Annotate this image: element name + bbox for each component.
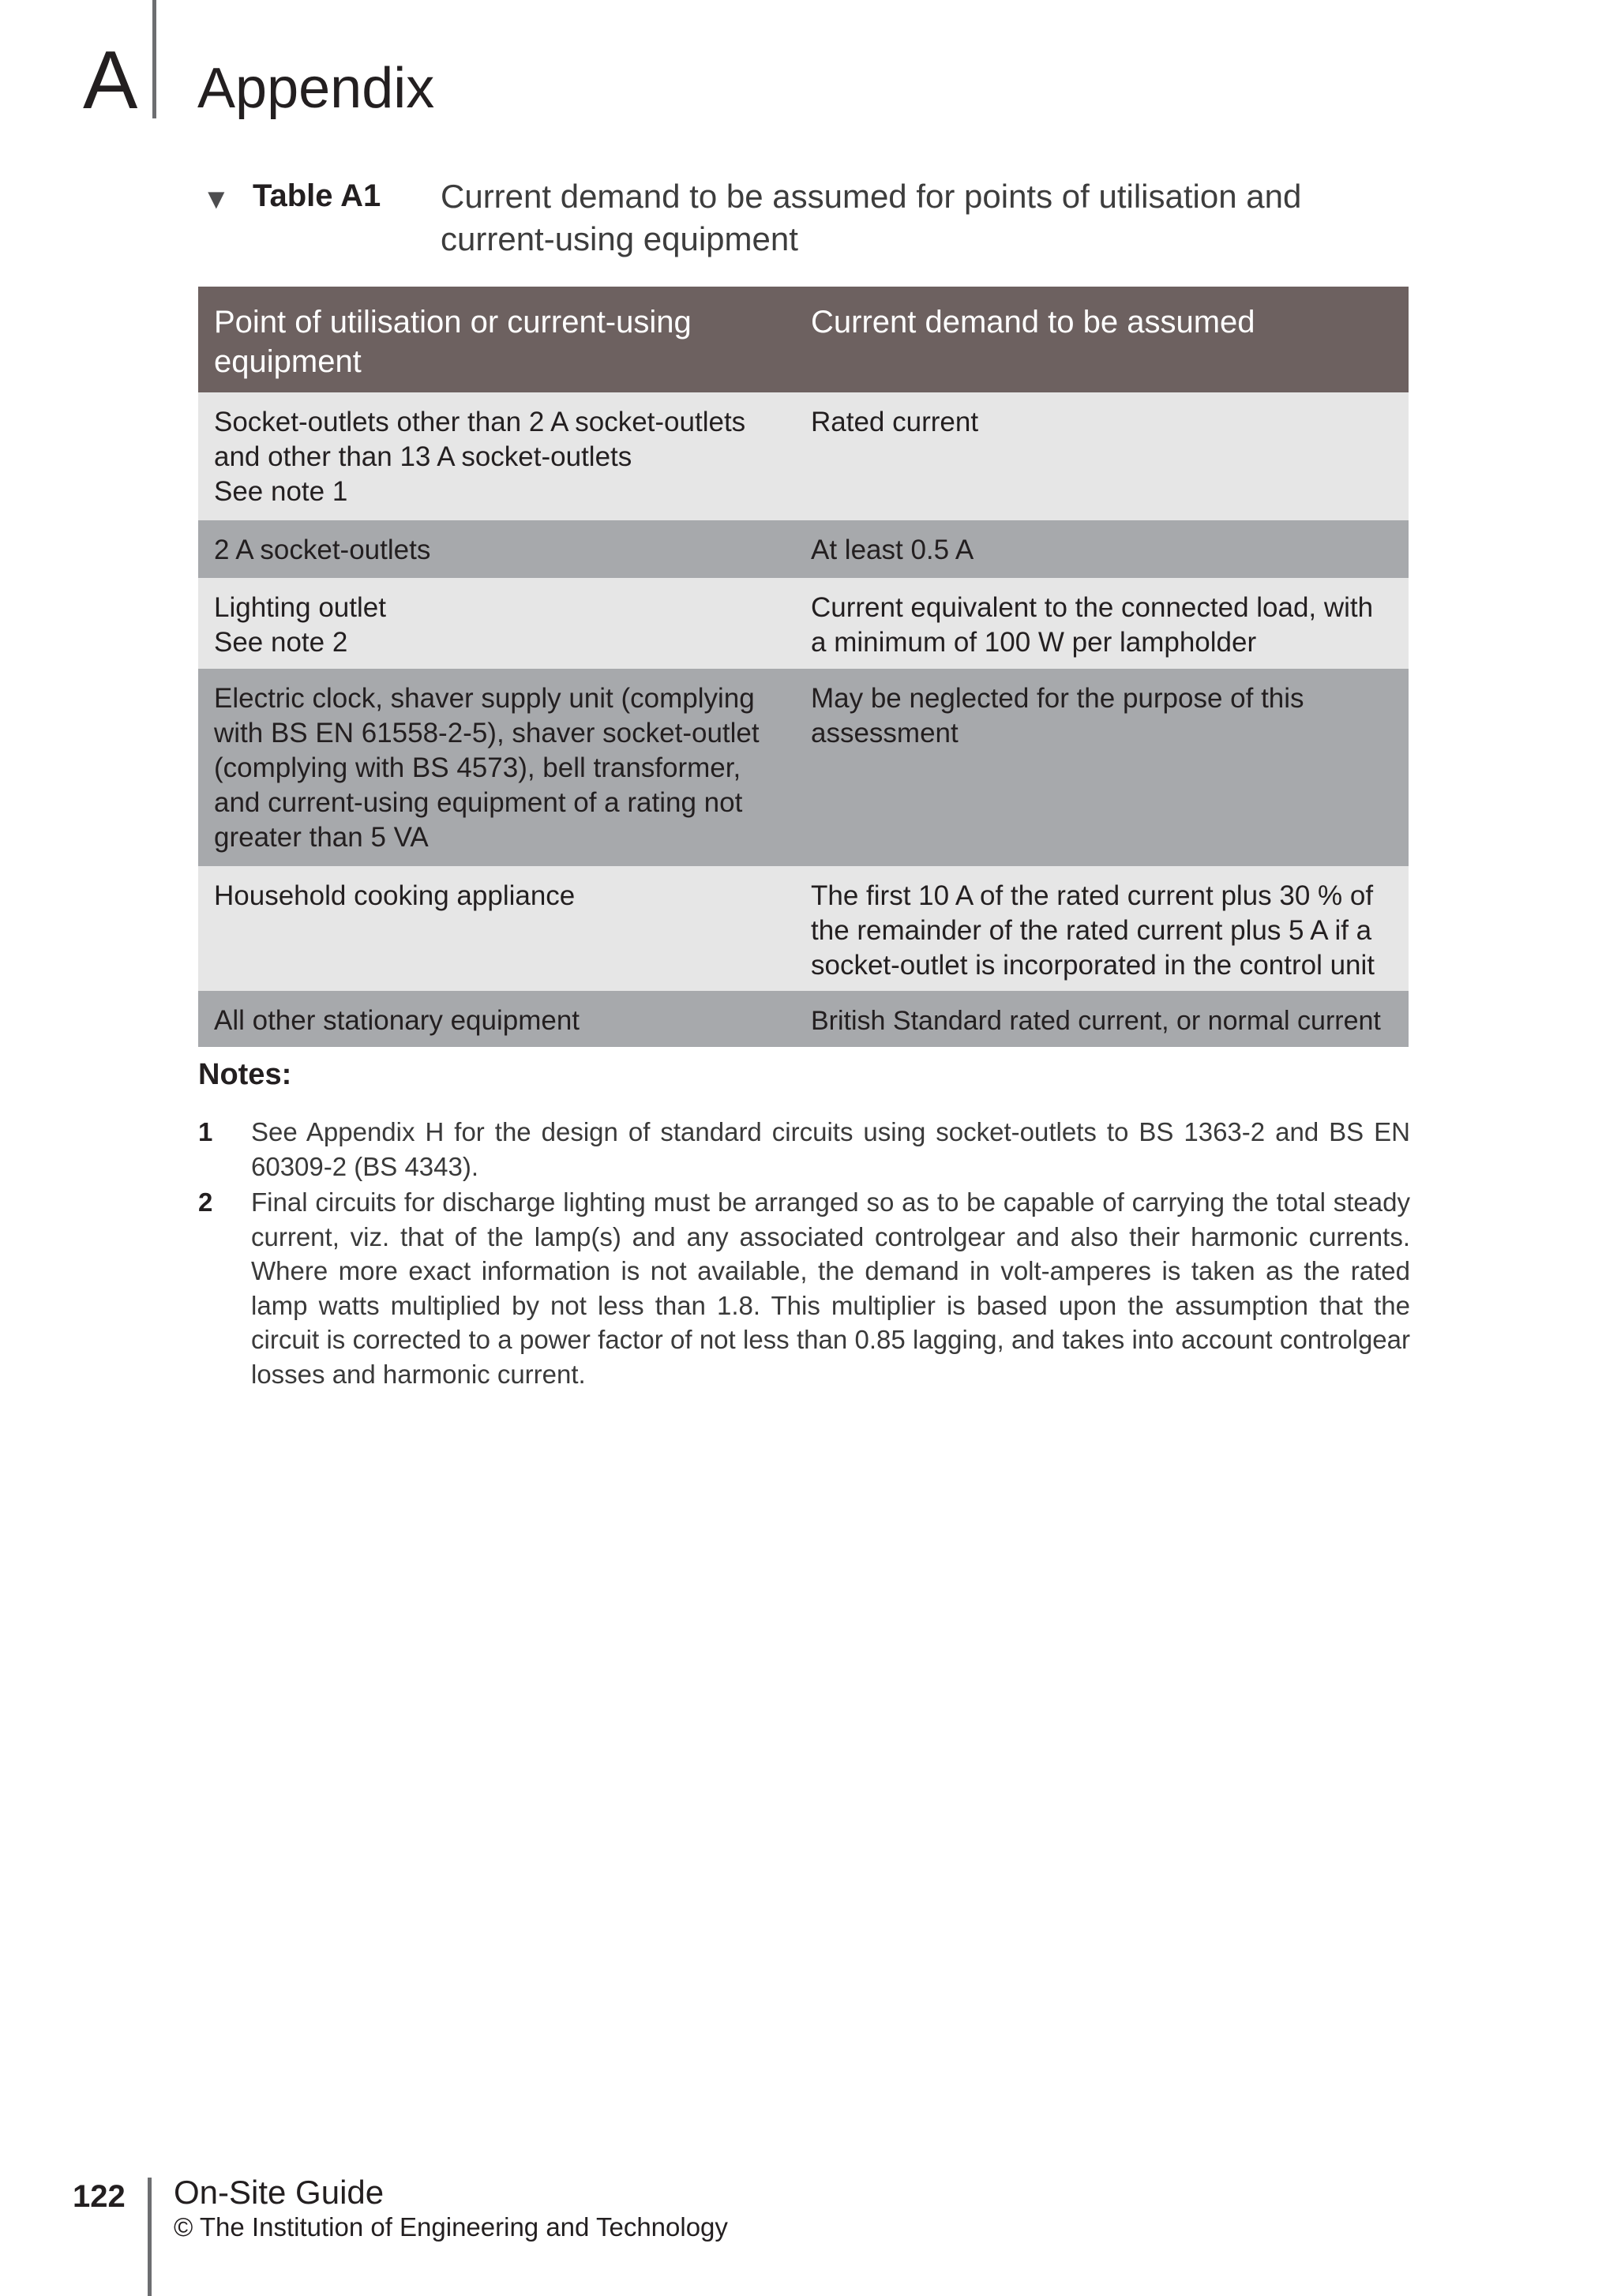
- page-number: 122: [73, 2179, 126, 2214]
- triangle-down-icon: ▼: [202, 182, 231, 215]
- notes-heading: Notes:: [198, 1058, 292, 1091]
- table-cell: 2 A socket-outlets: [214, 535, 431, 565]
- table-caption: Current demand to be assumed for points of utilisation and current-using equipment: [441, 178, 1302, 257]
- column-header: Current demand to be assumed: [811, 305, 1255, 340]
- note-item: [198, 1185, 1410, 1391]
- table-cell: Rated current: [811, 407, 979, 437]
- table-row: [198, 991, 1409, 1047]
- table-cell: Socket-outlets other than 2 A socket-outlets and other than 13 A socket-outlets See note 1: [214, 407, 746, 507]
- table-cell: The first 10 A of the rated current plus 30 % of the remainder of the rated current plus 5 A if a socket-outlet is incorporated in the control unit: [811, 880, 1375, 981]
- note-text: See Appendix H for the design of standard circuits using socket-outlets to BS 1363-2 and BS EN 60309-2 (BS 4343).: [251, 1117, 1410, 1181]
- note-item: [198, 1115, 1410, 1184]
- table-cell: Current equivalent to the connected load, with a minimum of 100 W per lampholder: [811, 592, 1374, 658]
- table-row: [198, 520, 1409, 578]
- appendix-letter: A: [83, 35, 138, 126]
- table-row: [198, 866, 1409, 991]
- table-header-row: [198, 287, 1409, 392]
- footer-divider: [148, 2178, 152, 2296]
- note-number: 2: [198, 1187, 213, 1217]
- table-cell: British Standard rated current, or normal current: [811, 1006, 1381, 1036]
- table-label: Table A1: [253, 178, 381, 213]
- table-cell: May be neglected for the purpose of this assessment: [811, 683, 1304, 748]
- current-demand-table: [198, 287, 1409, 1047]
- column-header: Point of utilisation or current-using equipment: [214, 305, 692, 379]
- table-cell: Household cooking appliance: [214, 880, 576, 911]
- table-cell: Electric clock, shaver supply unit (complying with BS EN 61558-2-5), shaver socket-outlet (complying with BS 4573), bell transformer, and current-using equipment of a rating not greater than 5 VA: [214, 683, 760, 853]
- note-text: Final circuits for discharge lighting must be arranged so as to be capable of carrying the total steady current, viz. that of the lamp(s) and any associated controlgear and also their harmonic currents. Where more exact information is not available, the demand in volt-amperes is taken as the rated lamp watts multiplied by not less than 1.8. This multiplier is based upon the assumption that the circuit is corrected to a power factor of not less than 0.85 lagging, and takes into account controlgear losses and harmonic current.: [251, 1187, 1410, 1389]
- table-cell: Lighting outlet See note 2: [214, 592, 386, 658]
- table-row: [198, 578, 1409, 669]
- table-cell: All other stationary equipment: [214, 1005, 580, 1036]
- footer-title: On-Site Guide: [174, 2174, 385, 2211]
- page-title: Appendix: [197, 57, 435, 120]
- header-divider: [152, 0, 156, 118]
- table-cell: At least 0.5 A: [811, 535, 974, 565]
- footer-copyright: © The Institution of Engineering and Technology: [174, 2212, 728, 2242]
- note-number: 1: [198, 1117, 213, 1146]
- table-row: [198, 392, 1409, 520]
- table-row: [198, 669, 1409, 866]
